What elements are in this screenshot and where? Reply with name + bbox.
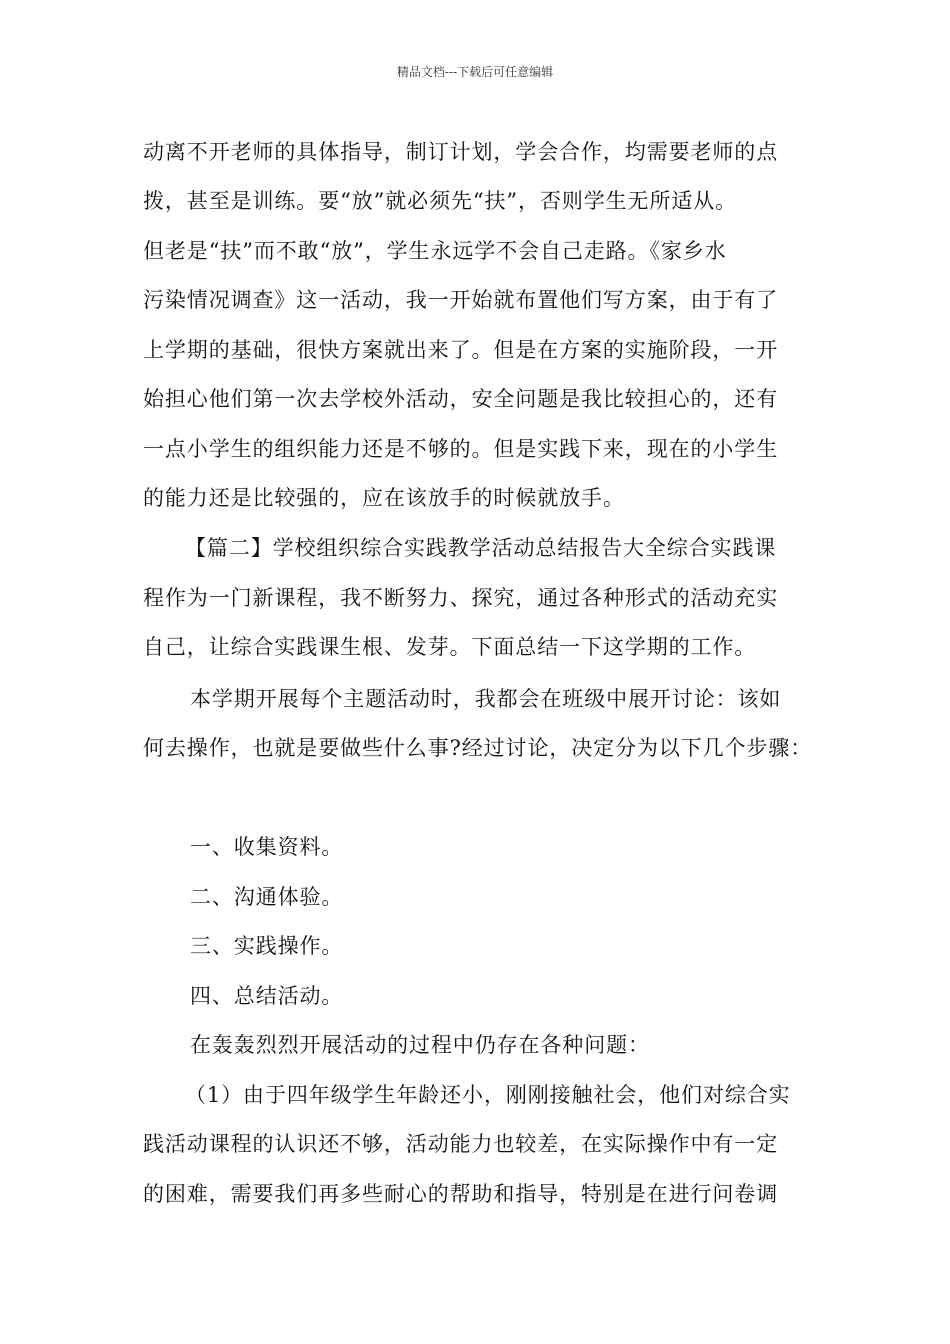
text-line: 程作为一门新课程，我不断努力、探究，通过各种形式的活动充实 — [143, 586, 779, 610]
text-line: （1）由于四年级学生年龄还小，刚刚接触社会，他们对综合实 — [185, 1083, 791, 1107]
text-line: 何去操作，也就是要做些什么事?经过讨论，决定分为以下几个步骤： — [143, 736, 813, 760]
list-item: 一、收集资料。 — [190, 835, 344, 859]
section-heading-line: 【篇二】学校组织综合实践教学活动总结报告大全综合实践课 — [185, 536, 777, 560]
list-item: 四、总结活动。 — [190, 984, 344, 1008]
text-line: 污染情况调查》这一活动，我一开始就布置他们写方案，由于有了 — [143, 288, 779, 312]
text-line: 上学期的基础，很快方案就出来了。但是在方案的实施阶段，一开 — [143, 338, 779, 362]
page-header: 精品文档---下载后可任意编辑 — [396, 65, 554, 79]
text-line: 动离不开老师的具体指导，制订计划，学会合作，均需要老师的点 — [143, 140, 779, 164]
list-item: 三、实践操作。 — [190, 934, 344, 958]
text-line: 的能力还是比较强的，应在该放手的时候就放手。 — [143, 486, 625, 510]
text-line: 一点小学生的组织能力还是不够的。但是实践下来，现在的小学生 — [143, 437, 779, 461]
text-line: 的困难，需要我们再多些耐心的帮助和指导，特别是在进行问卷调 — [143, 1182, 779, 1206]
text-line: 自己，让综合实践课生根、发芽。下面总结一下这学期的工作。 — [143, 635, 757, 659]
text-line: 践活动课程的认识还不够，活动能力也较差，在实际操作中有一定 — [143, 1132, 779, 1156]
list-item: 二、沟通体验。 — [190, 885, 344, 909]
text-line: 本学期开展每个主题活动时，我都会在班级中展开讨论：该如 — [190, 687, 782, 711]
text-line: 但老是“扶”而不敢“放”，学生永远学不会自己走路。《家乡水 — [143, 239, 727, 263]
text-line: 始担心他们第一次去学校外活动，安全问题是我比较担心的，还有 — [143, 387, 779, 411]
text-line: 在轰轰烈烈开展活动的过程中仍存在各种问题： — [190, 1033, 650, 1057]
text-line: 拨，甚至是训练。要“放”就必须先“扶”，否则学生无所适从。 — [143, 189, 738, 213]
